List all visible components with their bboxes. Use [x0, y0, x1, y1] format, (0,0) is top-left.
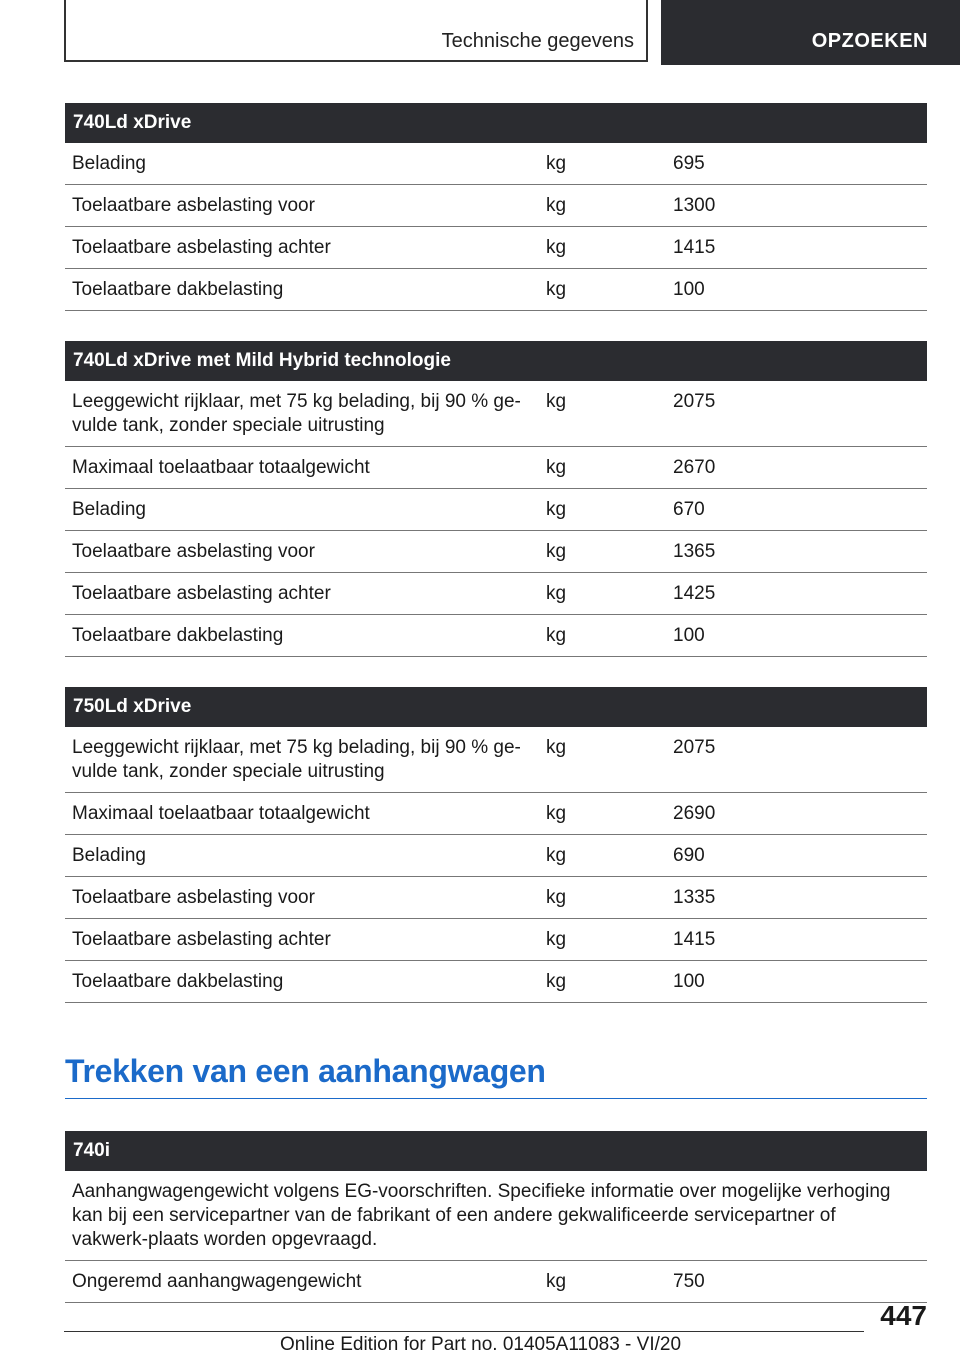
row-value: 1425	[673, 583, 716, 604]
row-value: 1415	[673, 237, 716, 258]
row-value: 690	[673, 845, 705, 866]
spec-table-740ld-mild-hybrid	[65, 341, 927, 657]
row-unit: kg	[546, 279, 567, 300]
page-content	[65, 103, 927, 1333]
row-value: 2670	[673, 457, 716, 478]
page-number: 447	[880, 1300, 927, 1331]
row-label: Toelaatbare asbelasting achter	[72, 583, 331, 604]
row-label: Toelaatbare asbelasting voor	[72, 541, 315, 562]
row-label: Ongeremd aanhangwagengewicht	[72, 1271, 362, 1292]
row-label: Toelaatbare asbelasting voor	[72, 195, 315, 216]
row-unit: kg	[546, 457, 567, 478]
table-row	[65, 185, 927, 227]
row-unit: kg	[546, 887, 567, 908]
row-unit: kg	[546, 737, 567, 758]
table-row	[65, 615, 927, 657]
section-tab	[64, 0, 648, 62]
table-row	[65, 531, 927, 573]
table-row	[65, 1261, 927, 1303]
table-row	[65, 727, 927, 793]
row-unit: kg	[546, 237, 567, 258]
row-value: 100	[673, 971, 705, 992]
row-value: 100	[673, 625, 705, 646]
row-label: Belading	[72, 153, 146, 174]
row-value: 1335	[673, 887, 716, 908]
table-row	[65, 793, 927, 835]
row-unit: kg	[546, 803, 567, 824]
row-label: Belading	[72, 499, 146, 520]
row-value: 695	[673, 153, 705, 174]
footer-edition: Online Edition for Part no. 01405A11083 - VI/20	[280, 1334, 682, 1355]
row-value: 100	[673, 279, 705, 300]
row-unit: kg	[546, 541, 567, 562]
spec-table-740i-trailer	[65, 1131, 927, 1303]
table-row	[65, 269, 927, 311]
row-label: Toelaatbare asbelasting achter	[72, 237, 331, 258]
table-title: 740i	[65, 1131, 927, 1171]
row-unit: kg	[546, 929, 567, 950]
spec-table-750ld	[65, 687, 927, 1003]
table-row	[65, 447, 927, 489]
table-row	[65, 573, 927, 615]
table-row	[65, 835, 927, 877]
row-unit: kg	[546, 625, 567, 646]
row-label: Leeggewicht rijklaar, met 75 kg belading, bij 90 % ge-vulde tank, zonder speciale uitrusting	[72, 391, 521, 436]
row-label: Toelaatbare dakbelasting	[72, 625, 284, 646]
section-heading: Trekken van een aanhangwagen	[65, 1033, 927, 1099]
row-label: Toelaatbare asbelasting voor	[72, 887, 315, 908]
table-row	[65, 489, 927, 531]
row-label: Belading	[72, 845, 146, 866]
row-value: 750	[673, 1271, 705, 1292]
table-title: 750Ld xDrive	[65, 687, 927, 727]
row-label: Toelaatbare dakbelasting	[72, 971, 284, 992]
row-value: 2075	[673, 391, 716, 412]
row-unit: kg	[546, 195, 567, 216]
row-unit: kg	[546, 153, 567, 174]
row-label: Maximaal toelaatbaar totaalgewicht	[72, 457, 370, 478]
footer-divider	[64, 1331, 864, 1332]
table-title: 740Ld xDrive	[65, 103, 927, 143]
table-row	[65, 919, 927, 961]
row-unit: kg	[546, 971, 567, 992]
table-title: 740Ld xDrive met Mild Hybrid technologie	[65, 341, 927, 381]
row-value: 2690	[673, 803, 716, 824]
row-label: Toelaatbare dakbelasting	[72, 279, 284, 300]
row-label: Toelaatbare asbelasting achter	[72, 929, 331, 950]
row-unit: kg	[546, 499, 567, 520]
lookup-tab[interactable]	[661, 0, 960, 65]
table-note: Aanhangwagengewicht volgens EG-voorschriften. Specifieke informatie over mogelijke verhoging kan bij een servicepartner van de fabrikant of een andere gekwalificeerde servicepartner of vakwerk-plaats worden opgevraagd.	[72, 1181, 891, 1250]
table-row	[65, 961, 927, 1003]
row-unit: kg	[546, 845, 567, 866]
table-row	[65, 227, 927, 269]
table-row	[65, 381, 927, 447]
spec-table-740ld	[65, 103, 927, 311]
row-value: 1415	[673, 929, 716, 950]
section-tab-label: Technische gegevens	[441, 30, 634, 52]
row-label: Leeggewicht rijklaar, met 75 kg belading, bij 90 % ge-vulde tank, zonder speciale uitrusting	[72, 737, 521, 782]
row-value: 2075	[673, 737, 716, 758]
table-note-row	[65, 1171, 927, 1261]
table-row	[65, 143, 927, 185]
row-unit: kg	[546, 583, 567, 604]
row-value: 1300	[673, 195, 716, 216]
row-value: 1365	[673, 541, 716, 562]
table-row	[65, 877, 927, 919]
row-unit: kg	[546, 1271, 567, 1292]
row-label: Maximaal toelaatbaar totaalgewicht	[72, 803, 370, 824]
lookup-tab-label[interactable]: OPZOEKEN	[811, 30, 928, 52]
row-unit: kg	[546, 391, 567, 412]
row-value: 670	[673, 499, 705, 520]
